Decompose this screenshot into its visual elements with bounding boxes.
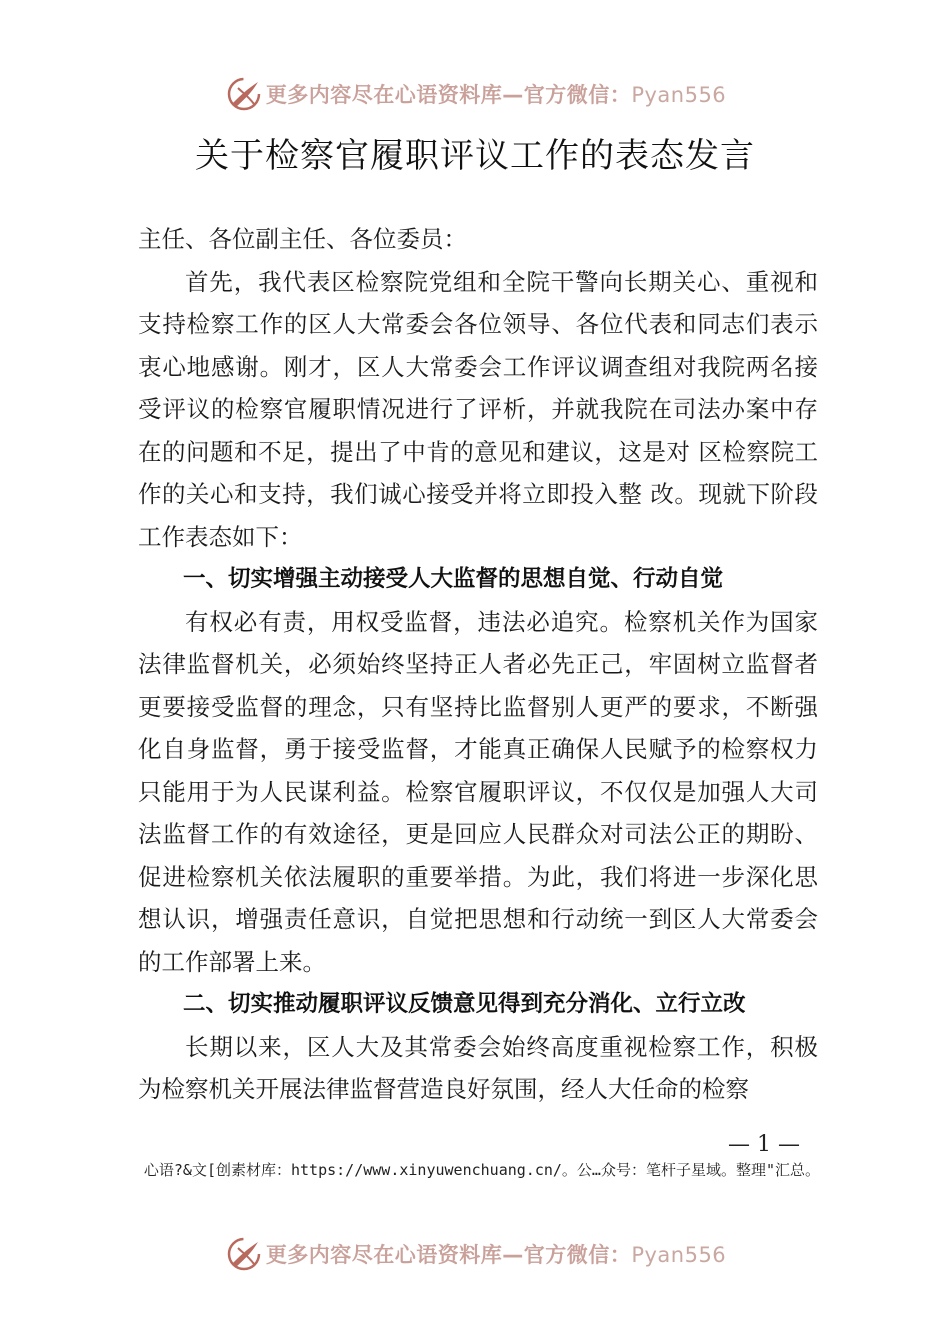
paragraph-intro: 首先，我代表区检察院党组和全院干警向长期关心、重视和支持检察工作的区人大常委会各位领导、各位代表和同志们表示衷心地感谢。刚才，区人大常委会工作评议调查组对我院两名接受评议的检察官履职情况进行了评析，并就我院在司法办案中存在的问题和不足，提出了中肯的意见和建议，这是对 区检察院工作的关心和支持，我们诚心接受并将立即投入整 改。现就下阶段工作表态如下：	[138, 267, 818, 551]
paragraph-section-1: 有权必有责，用权受监督，违法必追究。检察机关作为国家法律监督机关，必须始终坚持正人者必先正己，牢固树立监督者更要接受监督的理念，只有坚持比监督别人更严的要求，不断强化自身监督，勇于接受监督，才能真正确保人民赋予的检察权力只能用于为人民谋利益。检察官履职评议，不仅仅是加强人大司法监督工作的有效途径，更是回应人民群众对司法公正的期盼、促进检察机关依法履职的重要举措。为此，我们将进一步深化思想认识，增强责任意识，自觉把思想和行动统一到区人大常委会的工作部署上来。	[138, 607, 818, 976]
watermark-text: 更多内容尽在心语资料库—官方微信：Pyan556	[265, 1243, 727, 1267]
watermark-text: 更多内容尽在心语资料库—官方微信：Pyan556	[265, 83, 727, 107]
footer-source-note: 心语?&文[创素材库：https://www.xinyuwenchuang.cn/。公…众号：笔杆子星域。整理"汇总。	[143, 1161, 820, 1179]
paragraph-section-2: 长期以来，区人大及其常委会始终高度重视检察工作，积极为检察机关开展法律监督营造良好氛围，经人大任命的检察	[138, 1032, 818, 1103]
section-heading-1: 一、切实增强主动接受人大监督的思想自觉、行动自觉	[183, 566, 724, 592]
document-body	[138, 218, 818, 1111]
page-number: — 1 —	[728, 1132, 800, 1157]
ribbon-logo-icon	[224, 1234, 264, 1274]
document-title: 关于检察官履职评议工作的表态发言	[195, 136, 755, 176]
bottom-watermark-banner	[0, 1232, 950, 1276]
salutation: 主任、各位副主任、各位委员：	[138, 225, 467, 253]
top-watermark-banner	[0, 72, 950, 116]
section-heading-2: 二、切实推动履职评议反馈意见得到充分消化、立行立改	[183, 991, 746, 1017]
ribbon-logo-icon	[224, 74, 264, 114]
